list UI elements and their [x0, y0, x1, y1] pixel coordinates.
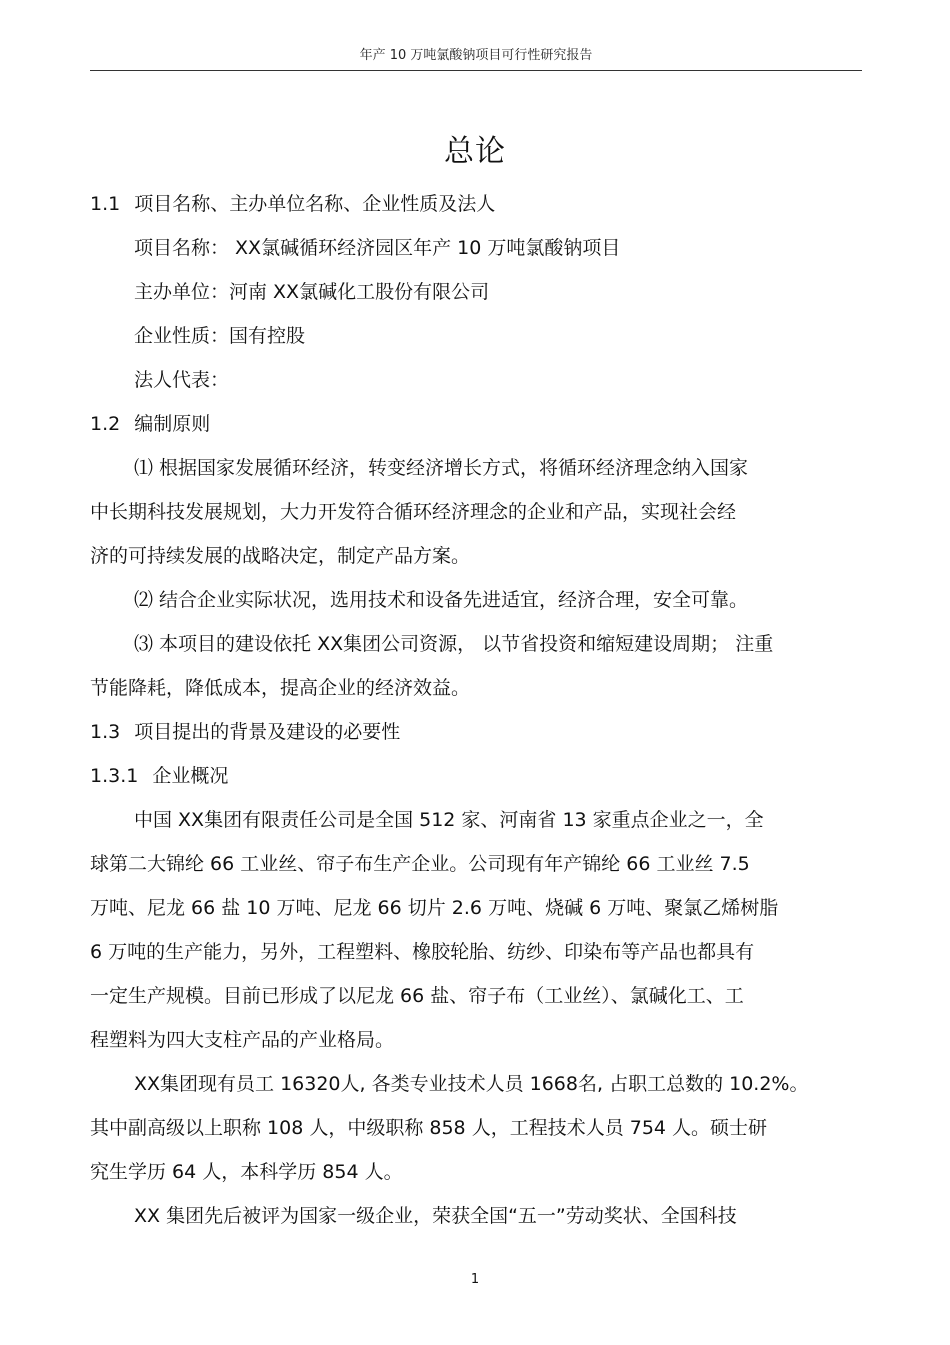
- header-rule: [90, 70, 862, 71]
- section-title: 企业概况: [152, 765, 229, 787]
- overview-para-1-line-4: 6 万吨的生产能力，另外，工程塑料、橡胶轮胎、纺纱、印染布等产品也都具有: [90, 941, 755, 963]
- section-title: 项目名称、主办单位名称、企业性质及法人: [134, 193, 496, 215]
- section-number: 1.3.1: [90, 765, 139, 787]
- document-body: [90, 182, 862, 1238]
- principle-3-line-2: 节能降耗，降低成本，提高企业的经济效益。: [90, 677, 471, 699]
- principle-1-line-2: 中长期科技发展规划，大力开发符合循环经济理念的企业和产品，实现社会经: [90, 501, 737, 523]
- principle-3-line-1: ⑶ 本项目的建设依托 XX集团公司资源， 以节省投资和缩短建设周期； 注重: [134, 633, 774, 655]
- legal-representative-line: 法人代表：: [134, 369, 230, 391]
- overview-para-3-line-1: XX 集团先后被评为国家一级企业，荣获全国“五一”劳动奖状、全国科技: [134, 1205, 737, 1227]
- section-heading-1-3-1: [90, 754, 862, 798]
- overview-para-1-line-2: 球第二大锦纶 66 工业丝、帘子布生产企业。公司现有年产锦纶 66 工业丝 7.5: [90, 853, 750, 875]
- overview-para-1-line-3: 万吨、尼龙 66 盐 10 万吨、尼龙 66 切片 2.6 万吨、烧碱 6 万吨、聚氯乙烯树脂: [90, 897, 779, 919]
- overview-para-1-line-1: 中国 XX集团有限责任公司是全国 512 家、河南省 13 家重点企业之一，全: [134, 809, 764, 831]
- enterprise-nature-line: 企业性质：国有控股: [134, 325, 306, 347]
- section-number: 1.1: [90, 193, 121, 215]
- page-title: 总论: [444, 134, 506, 169]
- principle-1-line-1: ⑴ 根据国家发展循环经济，转变经济增长方式，将循环经济理念纳入国家: [134, 457, 749, 479]
- project-name-line: 项目名称： XX氯碱循环经济园区年产 10 万吨氯酸钠项目: [134, 237, 621, 259]
- section-heading-1-1: [90, 182, 862, 226]
- overview-para-1-line-6: 程塑料为四大支柱产品的产业格局。: [90, 1029, 395, 1051]
- section-title: 项目提出的背景及建设的必要性: [134, 721, 401, 743]
- overview-para-2-line-3: 究生学历 64 人，本科学历 854 人。: [90, 1161, 403, 1183]
- principle-1-line-3: 济的可持续发展的战略决定，制定产品方案。: [90, 545, 471, 567]
- overview-para-2-line-1: XX集团现有员工 16320人, 各类专业技术人员 1668名, 占职工总数的 10.2%。: [134, 1073, 809, 1095]
- section-number: 1.2: [90, 413, 121, 435]
- section-heading-1-3: [90, 710, 862, 754]
- running-header: 年产 10 万吨氯酸钠项目可行性研究报告: [359, 48, 593, 63]
- page-number: 1: [470, 1272, 480, 1287]
- principle-2-line-1: ⑵ 结合企业实际状况，选用技术和设备先进适宜，经济合理，安全可靠。: [134, 589, 749, 611]
- overview-para-2-line-2: 其中副高级以上职称 108 人，中级职称 858 人，工程技术人员 754 人。硕士研: [90, 1117, 768, 1139]
- overview-para-1-line-5: 一定生产规模。目前已形成了以尼龙 66 盐、帘子布（工业丝）、氯碱化工、工: [90, 985, 744, 1007]
- sponsor-line: 主办单位：河南 XX氯碱化工股份有限公司: [134, 281, 490, 303]
- section-heading-1-2: [90, 402, 862, 446]
- section-title: 编制原则: [134, 413, 211, 435]
- section-number: 1.3: [90, 721, 121, 743]
